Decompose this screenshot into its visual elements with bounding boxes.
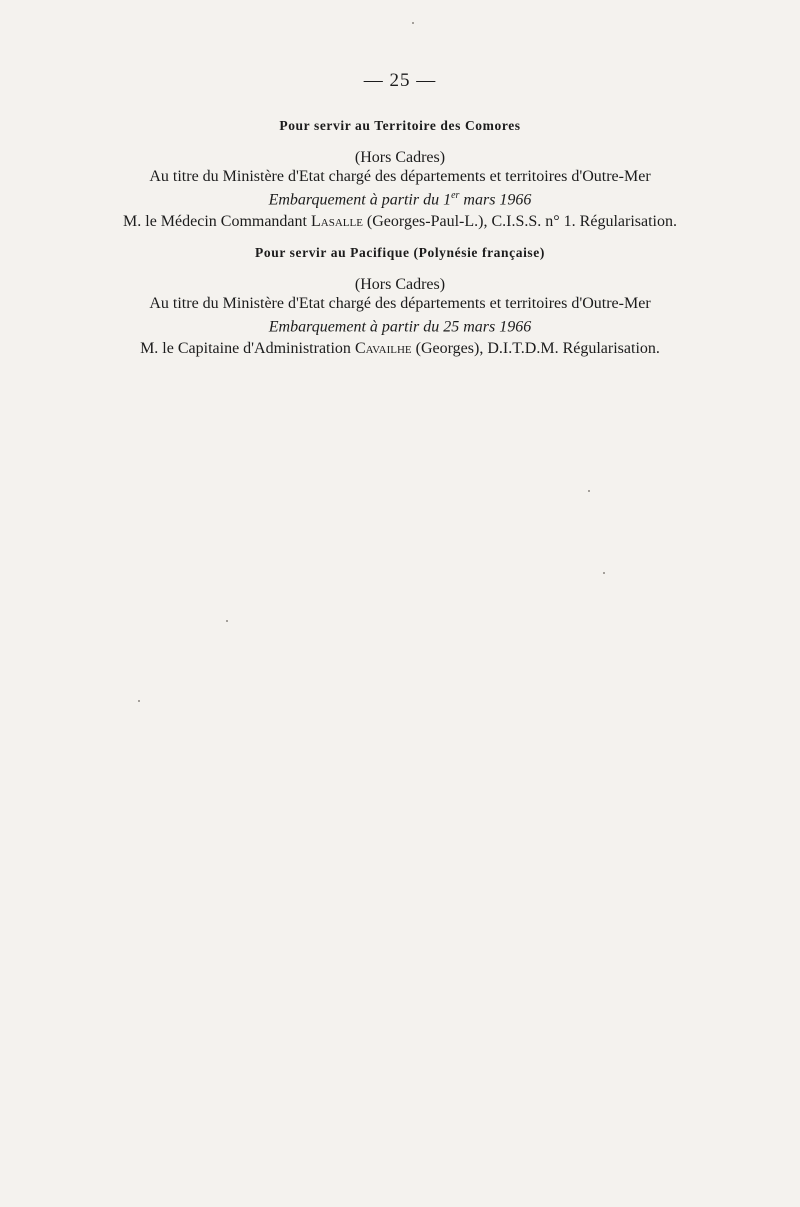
status-line: (Hors Cadres) bbox=[354, 276, 446, 293]
entry-suffix: (Georges-Paul-L.), C.I.S.S. n° 1. Régularisation. bbox=[362, 213, 677, 231]
paper-speck bbox=[226, 620, 228, 622]
page-number: — 25 — bbox=[363, 70, 437, 91]
personnel-entry bbox=[0, 339, 800, 358]
ministry-line: Au titre du Ministère d'Etat chargé des départements et territoires d'Outre-Mer bbox=[149, 295, 651, 312]
section-comores bbox=[0, 118, 800, 231]
embarkation-prefix: Embarquement à partir du 25 mars 1966 bbox=[268, 318, 532, 336]
embarkation-line bbox=[0, 313, 800, 336]
entry-surname: Cavailhe bbox=[354, 340, 412, 358]
status-line: (Hors Cadres) bbox=[354, 149, 446, 166]
section-pacifique bbox=[0, 245, 800, 358]
paper-speck bbox=[588, 490, 590, 492]
embarkation-line bbox=[0, 186, 800, 209]
personnel-entry bbox=[0, 212, 800, 231]
ministry-line: Au titre du Ministère d'Etat chargé des départements et territoires d'Outre-Mer bbox=[149, 168, 651, 185]
embarkation-prefix: Embarquement à partir du 1 bbox=[268, 191, 452, 209]
entry-prefix: M. le Capitaine d'Administration bbox=[140, 340, 355, 358]
embarkation-suffix: mars 1966 bbox=[459, 191, 532, 209]
embarkation-superscript: er bbox=[451, 190, 460, 201]
paper-speck bbox=[603, 572, 605, 574]
paper-speck bbox=[138, 700, 140, 702]
section-heading: Pour servir au Territoire des Comores bbox=[279, 118, 521, 133]
entry-surname: Lasalle bbox=[310, 213, 363, 231]
entry-suffix: (Georges), D.I.T.D.M. Régularisation. bbox=[411, 340, 660, 358]
section-heading: Pour servir au Pacifique (Polynésie française) bbox=[255, 245, 545, 260]
entry-prefix: M. le Médecin Commandant bbox=[123, 213, 311, 231]
paper-speck bbox=[412, 22, 414, 24]
